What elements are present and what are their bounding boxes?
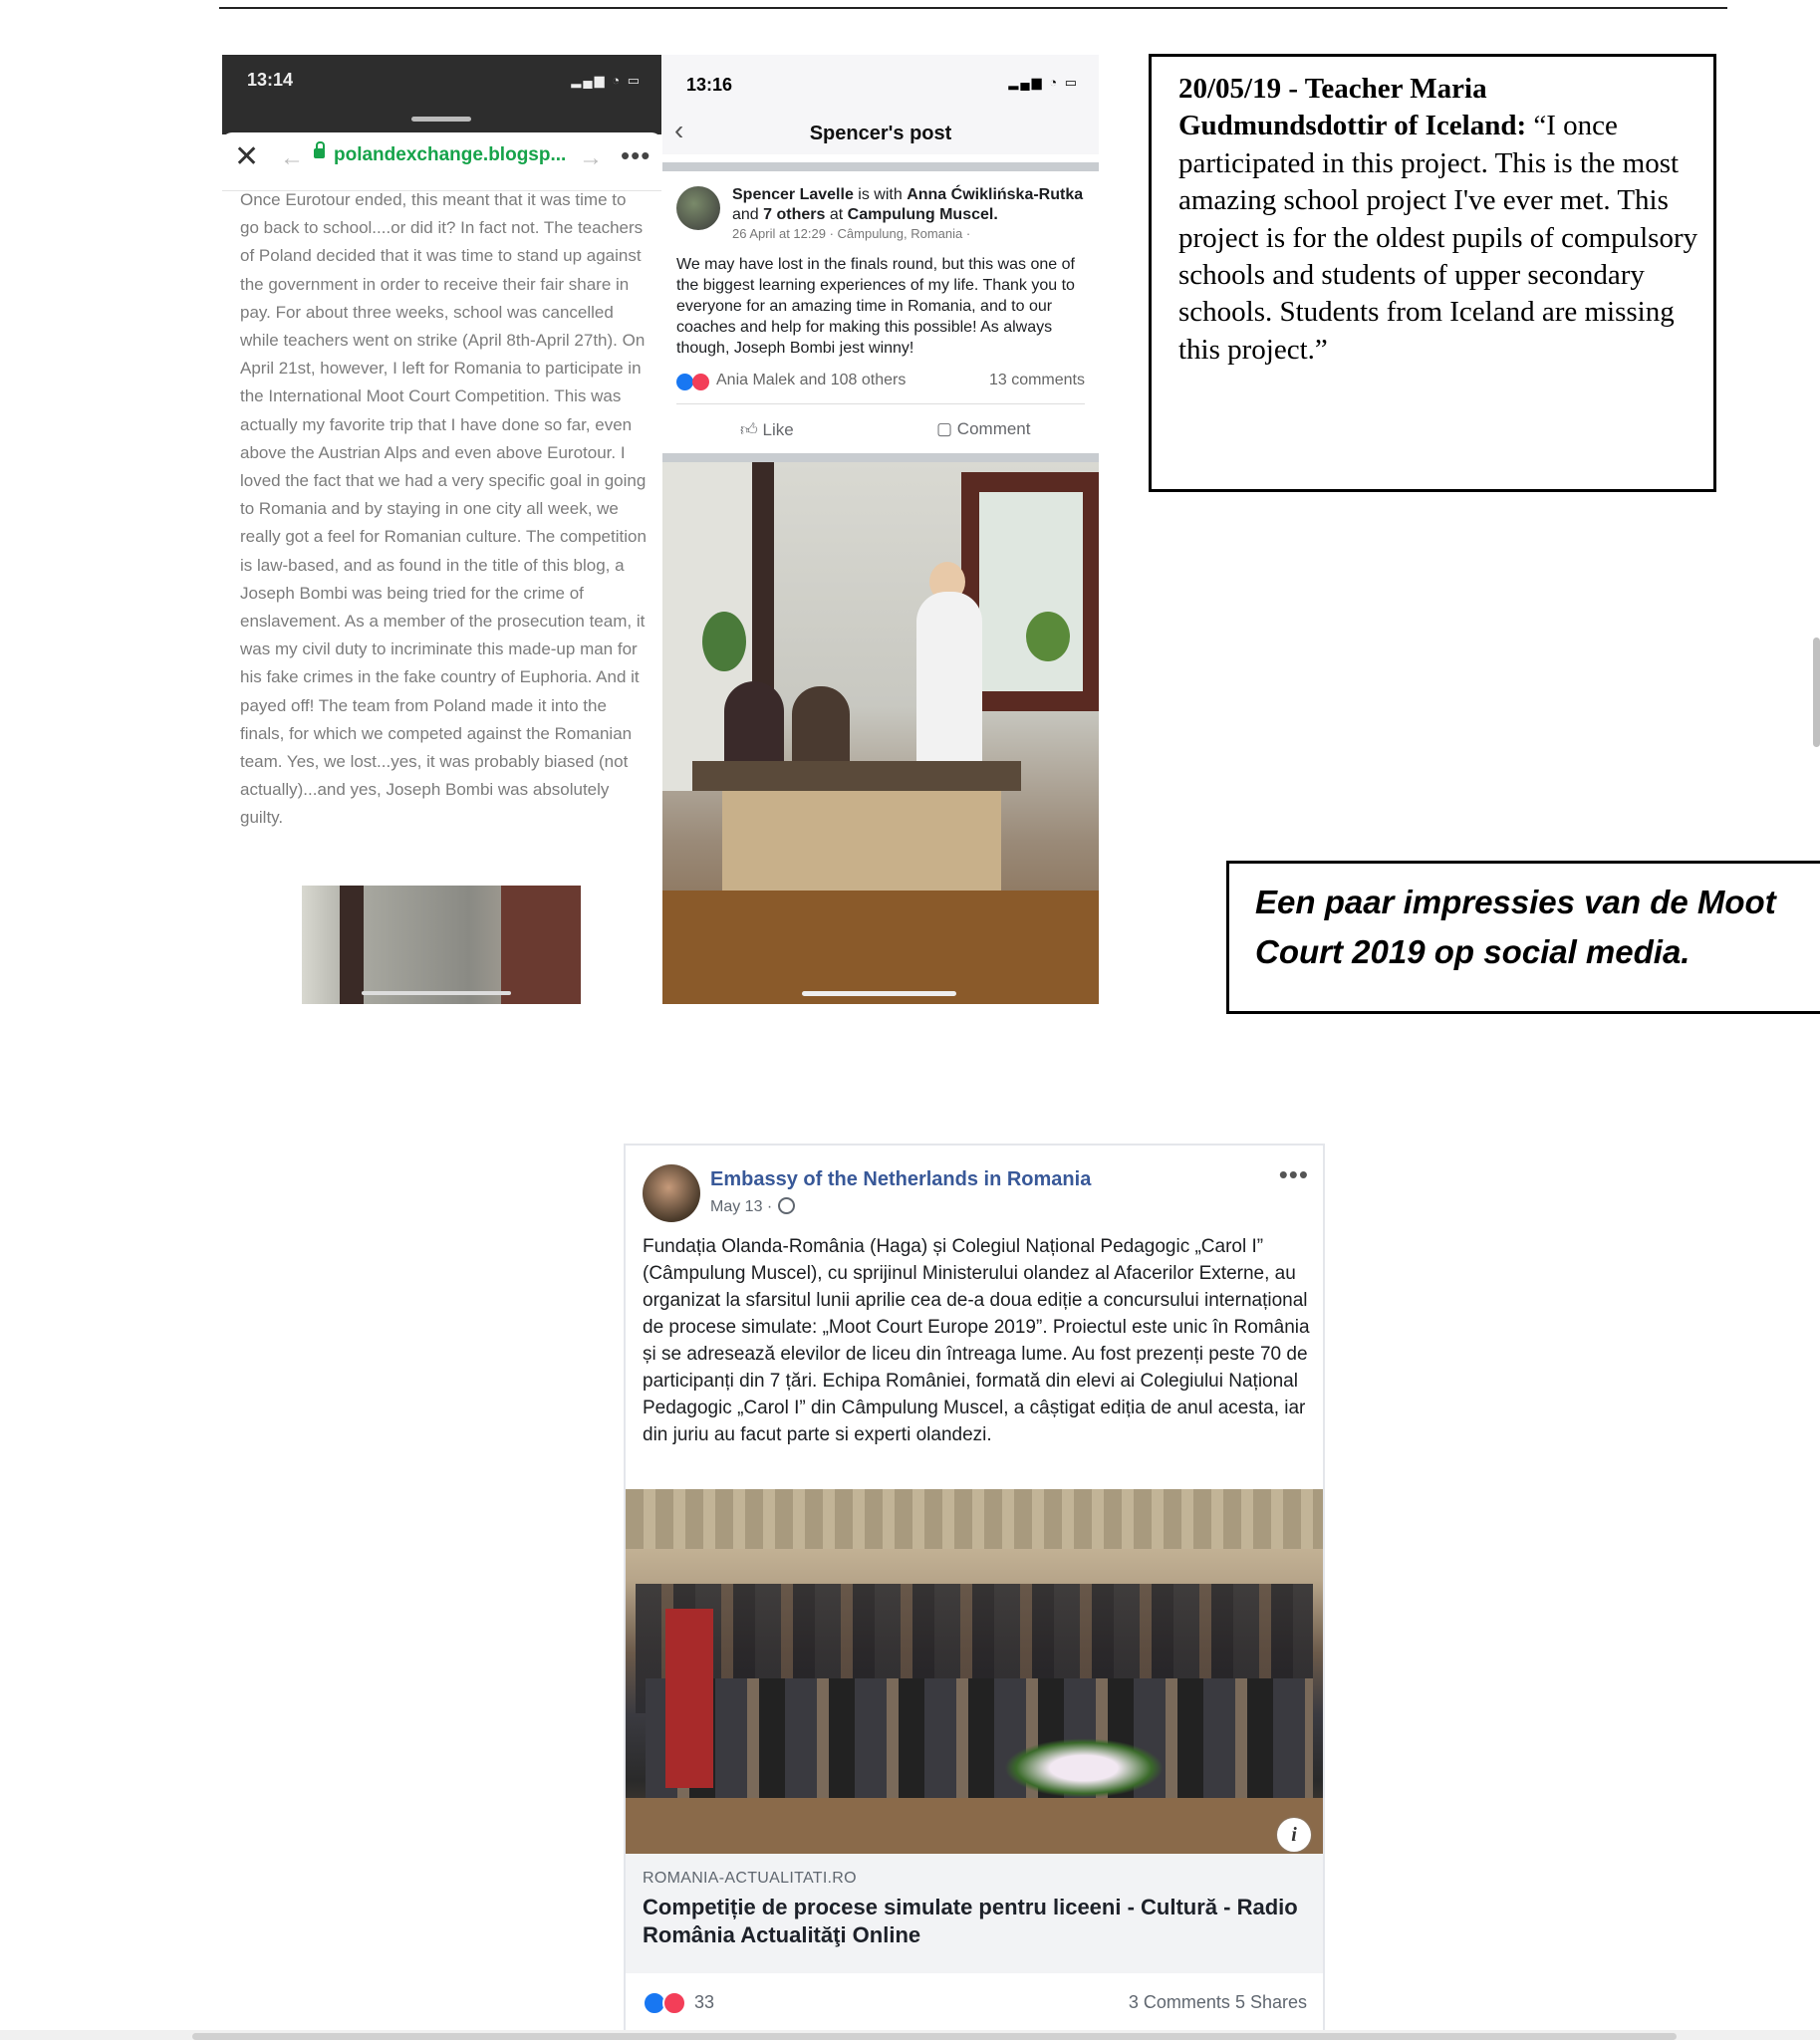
home-indicator [802,991,956,996]
facebook-post [624,1144,1325,2040]
photo-window [501,886,581,1004]
blog-photo [302,886,581,1004]
comment-icon: ▢ [936,419,957,438]
close-icon[interactable]: ✕ [234,140,260,173]
facebook-mobile-screenshot [662,55,1099,1004]
back-chevron-icon[interactable]: ‹ [674,115,684,145]
photo-desk-front [722,791,1001,891]
signal-icon: ▂▄▆ ◔ ▭ [571,73,642,88]
status-time: 13:16 [686,75,733,95]
separator [662,453,1099,462]
teacher-quote-box [1149,54,1716,492]
post-photo[interactable] [662,462,1099,1004]
link-title: Competiție de procese simulate pentru liceeni - Cultură - Radio România Actualităţi Online [643,1895,1298,1947]
post-stats [1129,1992,1307,2013]
like-button[interactable] [740,419,794,440]
love-reaction-icon [692,374,709,390]
tagged-name[interactable]: Anna Ćwiklińska-Rutka [907,186,1084,203]
comment-label: Comment [956,419,1031,438]
status-bar [222,55,661,134]
caption-text: Een paar impressies van de Moot Court 2019 op social media. [1255,884,1776,970]
post-date[interactable] [710,1197,795,1216]
comments-count[interactable]: 3 Comments [1128,1992,1230,2012]
thumbs-up-icon: 👍︎ [740,420,763,439]
comment-button[interactable] [936,419,1030,439]
photo-crowd [646,1678,1313,1798]
like-reaction-icon [676,374,693,390]
others-link[interactable]: 7 others [763,206,826,223]
divider [676,403,1085,404]
photo-plant [702,612,746,671]
photo-plant [1026,612,1070,661]
reactions-text: Ania Malek and 108 others [716,372,907,388]
avatar[interactable] [676,186,720,230]
photo-floor [662,891,1099,1004]
link-domain: ROMANIA-ACTUALITATI.RO [643,1870,857,1887]
author-name[interactable]: Spencer Lavelle [732,186,854,203]
reactions-count: 33 [694,1992,715,2012]
url-text[interactable]: polandexchange.blogsp... [334,144,567,165]
lock-icon [314,148,325,158]
globe-icon [778,1197,795,1214]
photo-door [340,886,364,1004]
signal-icon: ▂▄▆ ◔ ▭ [1008,75,1079,90]
comments-count[interactable]: 13 comments [988,372,1085,388]
info-icon[interactable]: i [1277,1818,1311,1852]
post-title: Spencer's post [809,123,952,144]
link-preview[interactable] [626,1854,1323,1973]
quote-body: “I once participated in this project. This is the most amazing school project I've ever met. This project is for the oldest pupils of compulsory schools and students of upper secondary schools. Students from Iceland are missing this project.” [1178,110,1698,366]
photo-flowers [1004,1738,1164,1798]
photo-floor [626,1798,1323,1854]
home-indicator [362,991,511,995]
browser-url-bar [222,132,661,191]
photo-window-glass [979,492,1083,691]
more-icon[interactable]: ••• [621,140,651,170]
and-text: and [732,206,759,223]
page-name[interactable]: Embassy of the Netherlands in Romania [710,1168,1092,1190]
vertical-scrollbar[interactable] [1813,638,1820,747]
more-options-icon[interactable]: ••• [1278,1159,1309,1189]
post-photo[interactable] [626,1489,1323,1854]
status-bar [662,55,1099,154]
back-arrow-icon[interactable]: ← [280,144,304,171]
shares-count[interactable]: 5 Shares [1234,1992,1307,2012]
sheet-handle [411,117,471,122]
post-body: We may have lost in the finals round, but this was one of the biggest learning experiences of my life. Thank you to everyone for an amazing time in Romania, and to our coaches and help for making this possible! As always though, Joseph Bombi jest winny! [676,256,1075,357]
quote-heading: 20/05/19 - Teacher Maria Gudmundsdottir of Iceland: [1178,73,1527,142]
caption-box [1226,861,1820,1014]
photo-person [665,1609,713,1788]
post-date-text: May 13 · [710,1198,773,1215]
photo-curtain [626,1489,1323,1549]
blog-screenshot [222,55,661,1004]
place-link[interactable]: Campulung Muscel. [847,206,998,223]
post-meta: 26 April at 12:29 · Câmpulung, Romania · [732,226,971,241]
with-text: is with [858,186,903,203]
post-header [732,185,1091,225]
quote-text [1178,71,1701,369]
page-divider [219,7,1727,9]
post-text: Fundația Olanda-România (Haga) și Colegiul Național Pedagogic „Carol I” (Câmpulung Muscel), cu sprijinul Ministerului olandez al Afacerilor Externe, au organizat la sfarsitul lunii aprilie cea de-a doua ediție a concursului internațional de procese simulate: „Moot Court Europe 2019”. Proiectul este unic în România și se adresează elevilor de liceu din întreaga lume. Au fost prezenți peste 70 de participanți din 7 țări. Echipa României, formată din elevi ai Colegiului Național Pedagogic „Carol I” din Câmpulung Muscel, a câștigat ediția de anul acesta, iar din juriu au facut parte si experti olandezi. [643,1236,1310,1445]
status-time: 13:14 [247,70,294,90]
horizontal-scrollbar[interactable] [192,2033,1677,2040]
at-text: at [829,206,844,223]
like-label: Like [762,420,794,439]
forward-arrow-icon[interactable]: → [579,144,603,171]
blog-text: Once Eurotour ended, this meant that it was time to go back to school....or did it? In fact not. The teachers of Poland decided that it was time to stand up against the government in order to receive their fair share in pay. For about three weeks, school was cancelled while teachers went on strike (April 8th-April 27th). On April 21st, however, I left for Romania to participate in the International Moot Court Competition. This was actually my favorite trip that I have done so far, even above the Austrian Alps and even above Eurotour. I loved the fact that we had a very specific goal in going to Romania and by staying in one city all week, we really got a feel for Romanian culture. The competition is law-based, and as found in the title of this blog, a Joseph Bombi was being tried for the crime of enslavement. As a member of the prosecution team, it was my civil duty to incriminate this made-up man for his fake crimes in the fake country of Euphoria. And it payed off! The team from Poland made it into the finals, for which we competed against the Romanian team. Yes, we lost...yes, it was probably biased (not actually)...and yes, Joseph Bombi was absolutely guilty. [240,190,647,828]
love-reaction-icon [662,1991,686,2015]
page-avatar[interactable] [643,1164,700,1222]
separator [662,162,1099,171]
photo-desk [692,761,1021,791]
